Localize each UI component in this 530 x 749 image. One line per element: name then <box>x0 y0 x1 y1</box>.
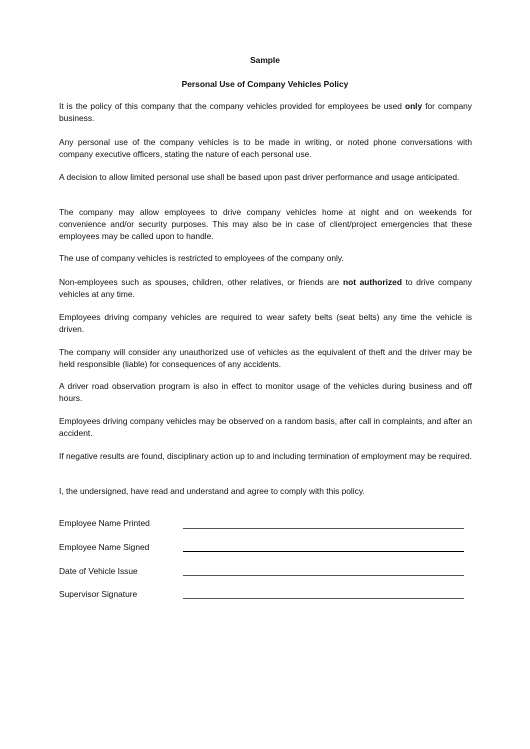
employee-name-signed-label: Employee Name Signed <box>59 542 150 552</box>
supervisor-signature-line[interactable] <box>183 598 464 599</box>
date-of-vehicle-issue-line[interactable] <box>183 575 464 576</box>
paragraph-9: A driver road observation program is also in effect to monitor usage of the vehicles during business and off hours. <box>59 381 472 403</box>
document-title: Personal Use of Company Vehicles Policy <box>181 79 349 89</box>
paragraph-6: Non-employees such as spouses, children, other relatives, or friends are not authorized to drive company vehicles at any time. <box>59 277 472 299</box>
paragraph-2: Any personal use of the company vehicles is to be made in writing, or noted phone conversations with company executive officers, stating the nature of each personal use. <box>59 137 472 159</box>
paragraph-11: If negative results are found, disciplinary action up to and including termination of employment may be required. <box>59 451 472 461</box>
supervisor-signature-label: Supervisor Signature <box>59 589 138 599</box>
document-heading: Sample <box>250 55 280 65</box>
employee-name-printed-line[interactable] <box>183 528 464 529</box>
paragraph-12: I, the undersigned, have read and understand and agree to comply with this policy. <box>59 486 365 496</box>
paragraph-10: Employees driving company vehicles may be observed on a random basis, after call in complaints, and after an accident. <box>59 416 472 438</box>
paragraph-3: A decision to allow limited personal use shall be based upon past driver performance and usage anticipated. <box>59 172 460 182</box>
employee-name-signed-line[interactable] <box>183 551 464 552</box>
paragraph-8: The company will consider any unauthorized use of vehicles as the equivalent of theft and the driver may be held responsible (liable) for consequences of any accidents. <box>59 347 472 369</box>
paragraph-4: The company may allow employees to drive company vehicles home at night and on weekends for convenience and/or security purposes. This may also be in case of client/project emergencies that these employees may be called upon to handle. <box>59 207 472 241</box>
paragraph-1: It is the policy of this company that the company vehicles provided for employees be used only for company business. <box>59 101 472 123</box>
paragraph-5: The use of company vehicles is restricted to employees of the company only. <box>59 253 344 263</box>
paragraph-7: Employees driving company vehicles are required to wear safety belts (seat belts) any time the vehicle is driven. <box>59 312 472 334</box>
date-of-vehicle-issue-label: Date of Vehicle Issue <box>59 566 138 576</box>
employee-name-printed-label: Employee Name Printed <box>59 518 150 528</box>
